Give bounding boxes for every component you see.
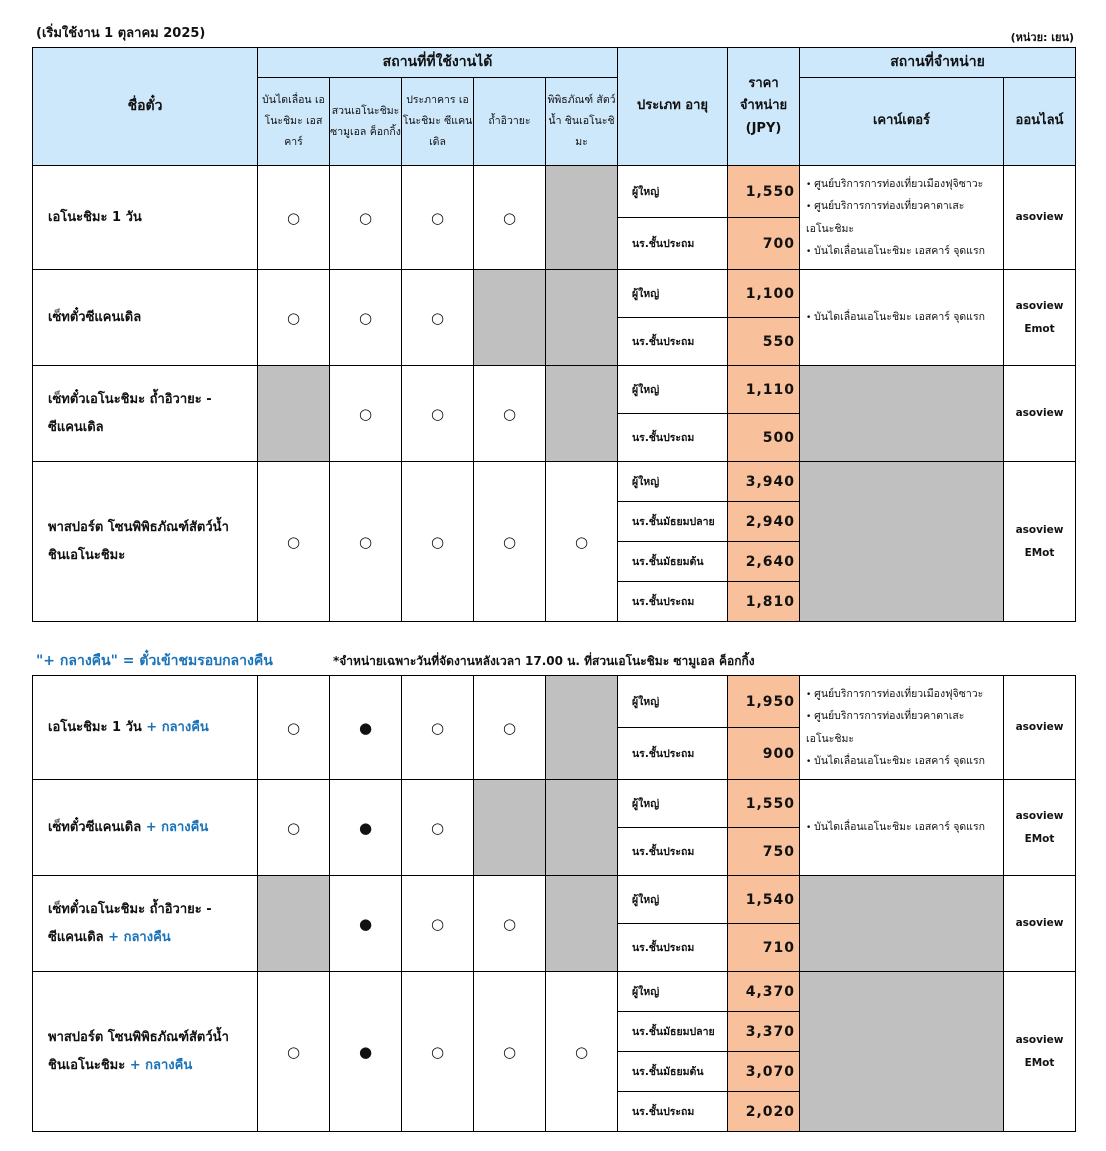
age-type: นร.ชั้นมัธยมปลาย [618,1012,728,1052]
ticket-table-night [32,675,1076,1132]
price-value: 1,540 [728,876,800,924]
ticket-name: เซ็ทตั๋วซีแคนเดิล + กลางคืน [33,780,258,876]
table-row [33,270,1076,318]
night-suffix: + กลางคืน [108,929,171,945]
available-mark: ○ [474,166,546,270]
available-mark: ○ [402,166,474,270]
unavailable-cell [800,876,1004,972]
ticket-name: พาสปอร์ต โซนพิพิธภัณฑ์สัตว์น้ำ ชินเอโนะชิมะ [33,462,258,622]
unavailable-cell [258,876,330,972]
counter-item: • บันไดเลื่อนเอโนะชิมะ เอสคาร์ จุดแรก [806,750,1003,772]
night-suffix: + กลางคืน [145,819,209,835]
age-type: ผู้ใหญ่ [618,462,728,502]
available-mark: ○ [474,462,546,622]
price-value: 1,950 [728,676,800,728]
table-row [33,462,1076,502]
table-row [33,876,1076,924]
counter-item: • บันไดเลื่อนเอโนะชิมะ เอสคาร์ จุดแรก [806,240,1003,262]
counter-item: • ศูนย์บริการการท่องเที่ยวเมืองฟุจิซาวะ [806,683,1003,705]
unavailable-cell [800,972,1004,1132]
online-sales: asoview Emot [1004,270,1076,366]
age-type: นร.ชั้นประถม [618,218,728,270]
age-type: นร.ชั้นประถม [618,318,728,366]
col-ticket-name: ชื่อตั๋ว [33,48,258,166]
night-available-mark: ● [330,876,402,972]
unavailable-cell [546,166,618,270]
col-counter: เคาน์เตอร์ [800,78,1004,166]
night-ticket-note: *จำหน่ายเฉพาะวันที่จัดงานหลังเวลา 17.00 น. ที่สวนเอโนะชิมะ ซามูเอล ค็อกกิ้ง [333,654,755,668]
ticket-name: เอโนะชิมะ 1 วัน [33,166,258,270]
available-mark: ○ [258,676,330,780]
available-mark: ○ [258,972,330,1132]
price-value: 1,110 [728,366,800,414]
available-mark: ○ [402,876,474,972]
available-mark: ○ [258,780,330,876]
age-type: นร.ชั้นมัธยมต้น [618,542,728,582]
start-date-note: (เริ่มใช้งาน 1 ตุลาคม 2025) [36,26,206,41]
night-available-mark: ● [330,780,402,876]
table-row [33,972,1076,1012]
col-venue-seacandle: ประภาคาร เอโนะชิมะ ซีแคนเดิล [402,78,474,166]
price-value: 2,940 [728,502,800,542]
ticket-table-day [32,47,1076,622]
age-type: ผู้ใหญ่ [618,780,728,828]
col-price: ราคา จำหน่าย (JPY) [728,48,800,166]
table-row [33,780,1076,828]
available-mark: ○ [258,270,330,366]
ticket-name: พาสปอร์ต โซนพิพิธภัณฑ์สัตว์น้ำ ชินเอโนะชิมะ + กลางคืน [33,972,258,1132]
price-value: 500 [728,414,800,462]
unavailable-cell [546,270,618,366]
age-type: นร.ชั้นประถม [618,924,728,972]
price-value: 1,550 [728,166,800,218]
online-sales: asoview [1004,876,1076,972]
counter-list [800,270,1004,366]
price-value: 900 [728,728,800,780]
table-row [33,366,1076,414]
age-type: ผู้ใหญ่ [618,366,728,414]
unavailable-cell [546,876,618,972]
price-value: 3,070 [728,1052,800,1092]
unavailable-cell [546,366,618,462]
night-ticket-label: "+ กลางคืน" = ตั๋วเข้าชมรอบกลางคืน [36,653,273,669]
col-venue-escar: บันไดเลื่อน เอโนะชิมะ เอสคาร์ [258,78,330,166]
age-type: นร.ชั้นประถม [618,414,728,462]
online-sales: asoview [1004,166,1076,270]
ticket-name: เซ็ทตั๋วซีแคนเดิล [33,270,258,366]
available-mark: ○ [546,972,618,1132]
ticket-name: เซ็ทตั๋วเอโนะชิมะ ถ้ำอิวายะ - ซีแคนเดิล + กลางคืน [33,876,258,972]
price-value: 1,810 [728,582,800,622]
night-available-mark: ● [330,676,402,780]
col-sales-group: สถานที่จำหน่าย [800,48,1076,78]
online-sales: asoview [1004,676,1076,780]
price-value: 1,550 [728,780,800,828]
night-available-mark: ● [330,972,402,1132]
unavailable-cell [474,780,546,876]
price-value: 4,370 [728,972,800,1012]
col-online: ออนไลน์ [1004,78,1076,166]
unit-note: (หน่วย: เยน) [1010,31,1074,44]
night-suffix: + กลางคืน [146,719,209,735]
counter-list [800,676,1004,780]
counter-item: • บันไดเลื่อนเอโนะชิมะ เอสคาร์ จุดแรก [806,816,1003,838]
available-mark: ○ [402,780,474,876]
available-mark: ○ [258,462,330,622]
available-mark: ○ [402,676,474,780]
age-type: นร.ชั้นประถม [618,828,728,876]
available-mark: ○ [474,366,546,462]
age-type: ผู้ใหญ่ [618,876,728,924]
age-type: ผู้ใหญ่ [618,270,728,318]
ticket-name: เซ็ทตั๋วเอโนะชิมะ ถ้ำอิวายะ - ซีแคนเดิล [33,366,258,462]
unavailable-cell [546,780,618,876]
price-value: 3,370 [728,1012,800,1052]
price-value: 2,640 [728,542,800,582]
available-mark: ○ [330,462,402,622]
col-venues-group: สถานที่ที่ใช้งานได้ [258,48,618,78]
online-sales: asoview EMot [1004,462,1076,622]
available-mark: ○ [546,462,618,622]
unavailable-cell [800,462,1004,622]
available-mark: ○ [402,972,474,1132]
price-value: 710 [728,924,800,972]
available-mark: ○ [402,366,474,462]
counter-item: • ศูนย์บริการการท่องเที่ยวคาตาเสะ เอโนะชิมะ [806,705,1003,749]
table-row [33,676,1076,728]
counter-list [800,166,1004,270]
unavailable-cell [800,366,1004,462]
price-value: 3,940 [728,462,800,502]
col-venue-iwaya: ถ้ำอิวายะ [474,78,546,166]
col-venue-aquarium: พิพิธภัณฑ์ สัตว์น้ำ ชินเอโนะชิมะ [546,78,618,166]
night-suffix: + กลางคืน [129,1057,193,1073]
age-type: นร.ชั้นประถม [618,728,728,780]
counter-list [800,780,1004,876]
age-type: ผู้ใหญ่ [618,676,728,728]
age-type: นร.ชั้นมัธยมปลาย [618,502,728,542]
price-value: 1,100 [728,270,800,318]
available-mark: ○ [330,270,402,366]
counter-item: • ศูนย์บริการการท่องเที่ยวคาตาเสะ เอโนะชิมะ [806,195,1003,239]
age-type: นร.ชั้นประถม [618,582,728,622]
counter-item: • ศูนย์บริการการท่องเที่ยวเมืองฟุจิซาวะ [806,173,1003,195]
online-sales: asoview EMot [1004,780,1076,876]
unavailable-cell [474,270,546,366]
price-value: 750 [728,828,800,876]
available-mark: ○ [474,676,546,780]
available-mark: ○ [402,270,474,366]
available-mark: ○ [474,876,546,972]
age-type: นร.ชั้นประถม [618,1092,728,1132]
available-mark: ○ [258,166,330,270]
counter-item: • บันไดเลื่อนเอโนะชิมะ เอสคาร์ จุดแรก [806,306,1003,328]
ticket-name: เอโนะชิมะ 1 วัน + กลางคืน [33,676,258,780]
col-age-type: ประเภท อายุ [618,48,728,166]
table-row [33,166,1076,218]
available-mark: ○ [474,972,546,1132]
price-value: 550 [728,318,800,366]
age-type: นร.ชั้นมัธยมต้น [618,1052,728,1092]
online-sales: asoview [1004,366,1076,462]
available-mark: ○ [402,462,474,622]
age-type: ผู้ใหญ่ [618,972,728,1012]
online-sales: asoview EMot [1004,972,1076,1132]
price-value: 700 [728,218,800,270]
col-venue-garden: สวนเอโนะชิมะ ซามูเอล ค็อกกิ้ง [330,78,402,166]
price-value: 2,020 [728,1092,800,1132]
unavailable-cell [258,366,330,462]
available-mark: ○ [330,166,402,270]
age-type: ผู้ใหญ่ [618,166,728,218]
available-mark: ○ [330,366,402,462]
unavailable-cell [546,676,618,780]
